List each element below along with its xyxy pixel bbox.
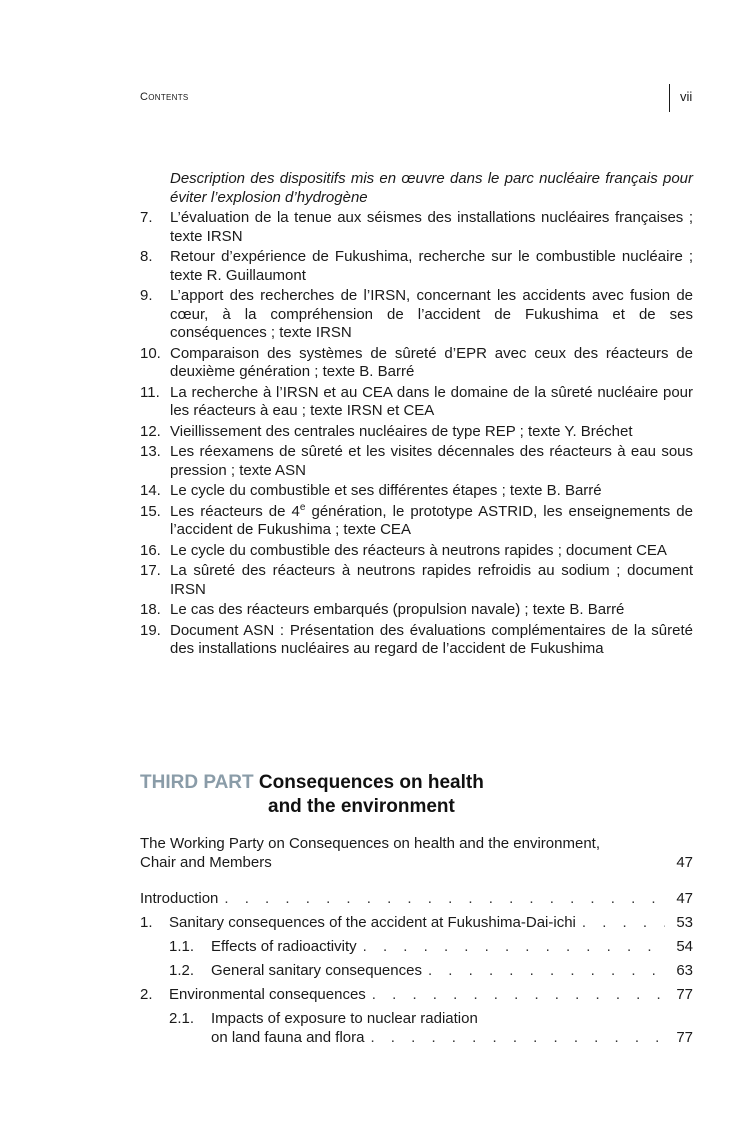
item-text: Retour d’expérience de Fukushima, recherche sur le combustible nucléaire ; texte R. Guillaumont	[170, 248, 693, 284]
list-item	[140, 542, 693, 561]
item-text: Les réexamens de sûreté et les visites décennales des réacteurs à eau sous pression ; texte ASN	[170, 443, 693, 479]
toc-page-number: 47	[676, 854, 693, 871]
toc-entry-label: General sanitary consequences	[211, 962, 422, 979]
leader-dots	[370, 1028, 665, 1047]
continued-description: Description des dispositifs mis en œuvre dans le parc nucléaire français pour éviter l’explosion d’hydrogène	[170, 170, 693, 206]
running-header: Contents	[140, 91, 189, 103]
item-number: 10.	[140, 344, 161, 362]
toc-entry-number: 2.	[140, 986, 153, 1003]
item-number: 17.	[140, 562, 161, 579]
toc-entry-section-2[interactable]	[140, 985, 693, 1004]
item-text: Document ASN : Présentation des évaluations complémentaires de la sûreté des installations nucléaires au regard de l’accident de Fukushima	[170, 621, 693, 657]
toc-entry-label: The Working Party on Consequences on health and the environment,	[140, 835, 601, 852]
toc-entry-introduction[interactable]	[140, 889, 693, 908]
leader-dots	[428, 961, 665, 980]
part-title-line2: and the environment	[268, 796, 455, 817]
toc-entry-working-party[interactable]	[140, 834, 693, 872]
list-item	[140, 209, 693, 246]
list-item	[140, 482, 693, 501]
page-number: vii	[680, 89, 693, 104]
toc-entry-section-1-1[interactable]	[140, 937, 693, 956]
header-divider	[669, 84, 670, 112]
item-number: 16.	[140, 541, 161, 559]
item-text: La sûreté des réacteurs à neutrons rapides refroidis au sodium ; document IRSN	[170, 562, 693, 598]
list-item	[140, 622, 693, 659]
list-item	[140, 601, 693, 620]
list-item	[140, 562, 693, 599]
toc-entry-label: Effects of radioactivity	[211, 938, 357, 955]
toc-entry-label: on land fauna and flora	[211, 1029, 365, 1046]
toc-entry-section-1[interactable]	[140, 913, 693, 932]
item-number: 7.	[140, 209, 153, 226]
leader-dots	[372, 985, 665, 1004]
toc-entry-section-2-1[interactable]	[140, 1009, 693, 1047]
item-text: L’évaluation de la tenue aux séismes des installations nucléaires françaises ; texte IRSN	[170, 209, 693, 245]
toc-entry-number: 2.1.	[169, 1010, 195, 1027]
list-item	[140, 423, 693, 442]
toc-page-number: 47	[676, 890, 693, 907]
superscript: e	[299, 501, 306, 513]
item-number: 14.	[140, 482, 161, 499]
list-item	[140, 287, 693, 343]
toc-entry-section-1-2[interactable]	[140, 961, 693, 980]
toc-entry-label: Chair and Members	[140, 854, 272, 871]
part-heading	[140, 771, 484, 819]
toc-entry-label: Impacts of exposure to nuclear radiation	[211, 1010, 478, 1027]
toc-entry-number: 1.1.	[169, 938, 195, 955]
toc-page-number: 53	[676, 914, 693, 931]
item-number: 9.	[140, 287, 153, 304]
part-title-line1: Consequences on health	[258, 772, 484, 793]
list-item	[140, 503, 693, 540]
toc-entry-number: 1.2.	[169, 962, 195, 979]
item-text: L’apport des recherches de l’IRSN, concernant les accidents avec fusion de cœur, à la compréhension de l’accident de Fukushima et de ses conséquences ; texte IRSN	[170, 287, 693, 341]
item-text: Le cycle du combustible et ses différentes étapes ; texte B. Barré	[170, 482, 602, 499]
leader-dots	[224, 889, 665, 908]
part-label: THIRD PART	[140, 772, 254, 793]
toc-entry-label: Environmental consequences	[169, 986, 366, 1003]
list-item	[140, 248, 693, 285]
item-text: Vieillissement des centrales nucléaires de type REP ; texte Y. Bréchet	[170, 422, 633, 440]
item-number: 13.	[140, 443, 161, 460]
item-text-start: Les réacteurs de 4	[170, 502, 300, 520]
item-number: 15.	[140, 502, 161, 520]
item-text: La recherche à l’IRSN et au CEA dans le domaine de la sûreté nucléaire pour les réacteurs à eau ; texte IRSN et CEA	[170, 383, 693, 419]
toc-page-number: 63	[676, 962, 693, 979]
item-text: Le cas des réacteurs embarqués (propulsion navale) ; texte B. Barré	[170, 601, 625, 618]
item-number: 19.	[140, 621, 161, 639]
leader-dots	[363, 937, 665, 956]
toc-entry-label: Sanitary consequences of the accident at Fukushima-Dai-ichi	[169, 914, 576, 931]
item-text-end: génération, le prototype ASTRID, les enseignements de l’accident de Fukushima ; texte CEA	[170, 502, 693, 538]
list-item	[140, 384, 693, 421]
list-item	[140, 443, 693, 480]
toc-page-number: 54	[676, 938, 693, 955]
toc-entry-number: 1.	[140, 914, 153, 931]
leader-dots	[582, 913, 665, 932]
item-number: 11.	[140, 383, 160, 401]
list-item	[140, 345, 693, 382]
item-text: Comparaison des systèmes de sûreté d’EPR avec ceux des réacteurs de deuxième génération ; texte B. Barré	[170, 344, 693, 380]
item-number: 18.	[140, 601, 161, 618]
annex-list	[140, 170, 693, 661]
item-text: Le cycle du combustible des réacteurs à neutrons rapides ; document CEA	[170, 541, 667, 559]
toc-page-number: 77	[676, 1029, 693, 1046]
table-of-contents	[140, 834, 693, 1047]
item-text	[170, 503, 693, 540]
item-number: 8.	[140, 248, 153, 265]
item-number: 12.	[140, 422, 161, 440]
toc-page-number: 77	[676, 986, 693, 1003]
toc-entry-label: Introduction	[140, 890, 219, 907]
